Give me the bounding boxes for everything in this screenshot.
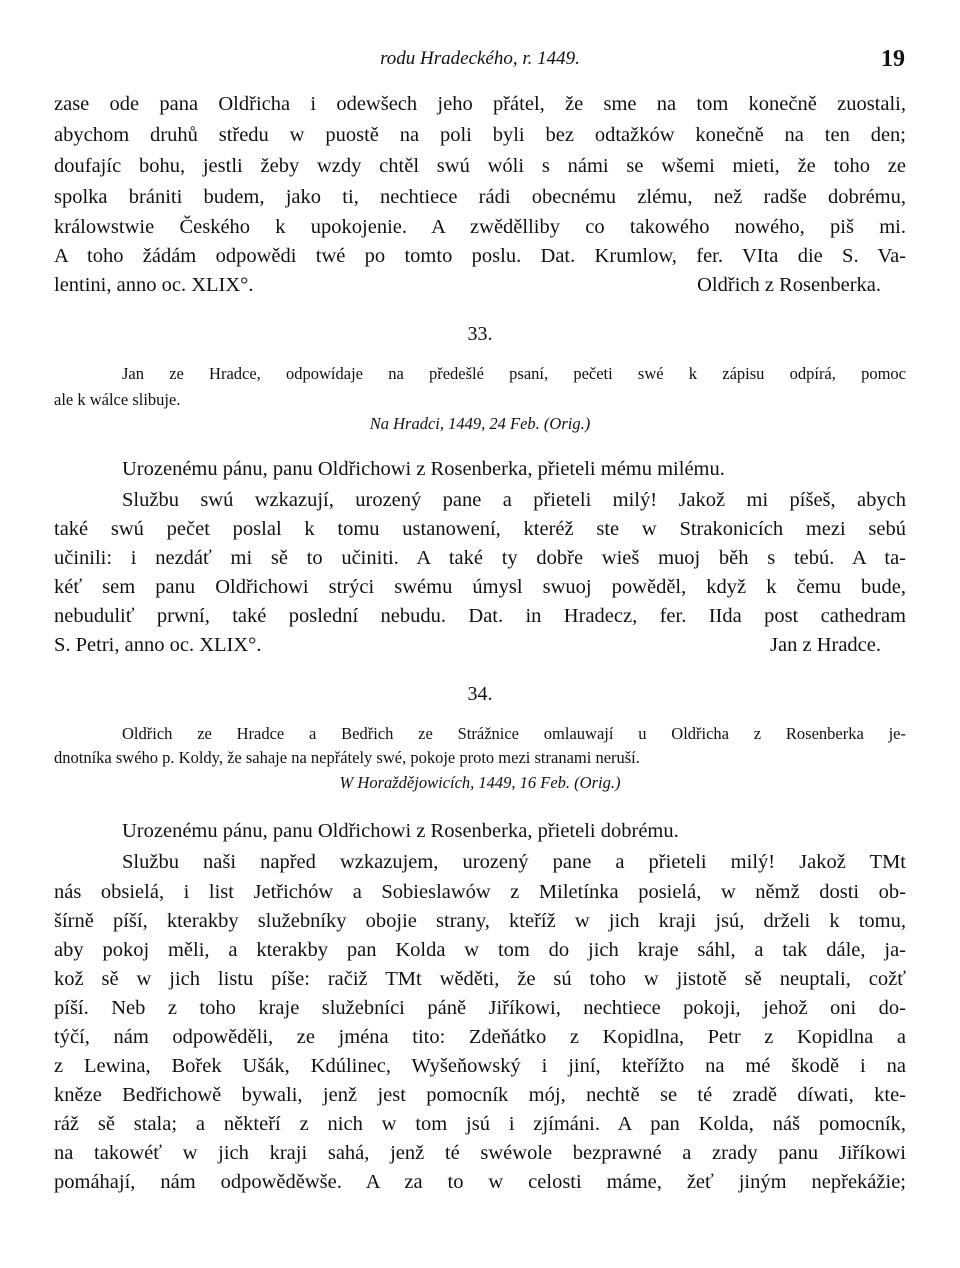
- letter-33-summary-line: ale k wálce slibuje.: [54, 390, 181, 409]
- letter-33-closing-date: S. Petri, anno oc. XLIX°.: [54, 634, 262, 656]
- letter-34-line: aby pokoj měli, a kterakby pan Kolda w tom do jich kraje sáhl, a tak dále, ja-: [54, 939, 906, 961]
- letter-34-line: šírně píší, kterakby služebníky obojie strany, kteříž w jich kraji jsú, drželi k tomu,: [54, 910, 906, 932]
- letter-34-line: píší. Neb z toho kraje služebníci páně Jiříkowi, nechtiece pokoji, jehož oni do-: [54, 997, 906, 1019]
- letter-33-line: také swú pečet poslal k tomu ustanowení, kteréž ste w Strakonicích mezi sebú: [54, 518, 906, 540]
- letter-33-closing-line: [54, 631, 906, 659]
- letter-34-line: nás obsielá, i list Jetřichów a Sobieslawów z Miletínka posielá, w němž dosti ob-: [54, 881, 906, 903]
- letter-34-line: kož sě w jich listu píše: račiž TMt wěděti, že sú toho w jistotě sě neuptali, cožť: [54, 968, 906, 990]
- letter-33-line: učinili: i nezdáť mi sě to učiniti. A také ty dobře wieš muoj běh s tebú. A ta-: [54, 547, 906, 569]
- letter-34-line: týčí, nám odpowěděli, ze jména tito: Zdeňátko z Kopidlna, Petr z Kopidlna a: [54, 1026, 906, 1048]
- letter-34-line: pomáhají, nám odpowěděwše. A za to w celosti máme, žeť jiným nepřekážie;: [54, 1171, 906, 1193]
- letter-34-line: na takowéť w jich kraji sahá, jenž té swéwole bezprawné a zrady panu Jiříkowi: [54, 1142, 906, 1164]
- intro-line: králowstwie Českého k upokojenie. A zwědělliby co takowého nowého, piš mi.: [54, 216, 906, 238]
- letter-34-line: Službu naši napřed wzkazujem, urozený pane a přieteli milý! Jakož TMt: [122, 851, 906, 873]
- intro-line: zase ode pana Oldřicha i odewšech jeho přátel, že sme na tom konečně zuostali,: [54, 93, 906, 115]
- letter-34-summary-line: Oldřich ze Hradce a Bedřich ze Strážnice omlauwají u Oldřicha z Rosenberka je-: [122, 724, 906, 743]
- intro-line: A toho žádám odpowědi twé po tomto poslu. Dat. Krumlow, fer. VIta die S. Va-: [54, 245, 906, 267]
- letter-33-number: 33.: [467, 323, 493, 345]
- intro-line: spolka brániti budem, jako ti, nechtiece rádi obecnému zlému, než radše dobrému,: [54, 186, 906, 208]
- intro-signature: Oldřich z Rosenberka.: [697, 274, 881, 296]
- letter-33-address: Urozenému pánu, panu Oldřichowi z Rosenberka, přieteli mému milému.: [122, 458, 725, 480]
- letter-33-signature: Jan z Hradce.: [770, 634, 881, 656]
- letter-34-line: ráž sě stala; a někteří z nich w tom jsú i zjímáni. A pan Kolda, náš pomocník,: [54, 1113, 906, 1135]
- letter-34-line: kněze Bedřichowě bywali, jenž jest pomocník mój, nechtě se té zradě díwati, kte-: [54, 1084, 906, 1106]
- running-title: rodu Hradeckého, r. 1449.: [380, 48, 580, 69]
- letter-34-address: Urozenému pánu, panu Oldřichowi z Rosenberka, přieteli dobrému.: [122, 820, 679, 842]
- letter-33-source: Na Hradci, 1449, 24 Feb. (Orig.): [369, 414, 591, 433]
- page-number: 19: [881, 46, 905, 72]
- letter-34-source: W Horaždějowicích, 1449, 16 Feb. (Orig.): [339, 773, 621, 792]
- intro-closing-date: lentini, anno oc. XLIX°.: [54, 274, 254, 296]
- letter-34-line: z Lewina, Bořek Ušák, Kdúlinec, Wyšeňowský i jiní, kteřížto na mé škodě i na: [54, 1055, 906, 1077]
- letter-33-line: kéť sem panu Oldřichowi strýci swému úmysl swuoj powěděl, když k čemu bude,: [54, 576, 906, 598]
- intro-line: doufajíc bohu, jestli žeby wzdy chtěl swú wóli s námi se wšemi mieti, že toho ze: [54, 155, 906, 177]
- intro-line: abychom druhů středu w puostě na poli byli bez odtažków konečně na ten den;: [54, 124, 906, 146]
- letter-33-line: Službu swú wzkazují, urozený pane a přieteli milý! Jakož mi píšeš, abych: [122, 489, 906, 511]
- intro-closing-line: [54, 271, 906, 299]
- letter-34-summary-line: dnotníka swého p. Koldy, že sahaje na nepřátely swé, pokoje proto mezi stranami neruší.: [54, 748, 640, 767]
- letter-34-number: 34.: [467, 683, 493, 705]
- letter-33-summary-line: Jan ze Hradce, odpowídaje na předešlé psaní, pečeti swé k zápisu odpírá, pomoc: [122, 364, 906, 383]
- letter-33-line: nebuduliť prwní, také poslední nebudu. Dat. in Hradecz, fer. IIda post cathedram: [54, 605, 906, 627]
